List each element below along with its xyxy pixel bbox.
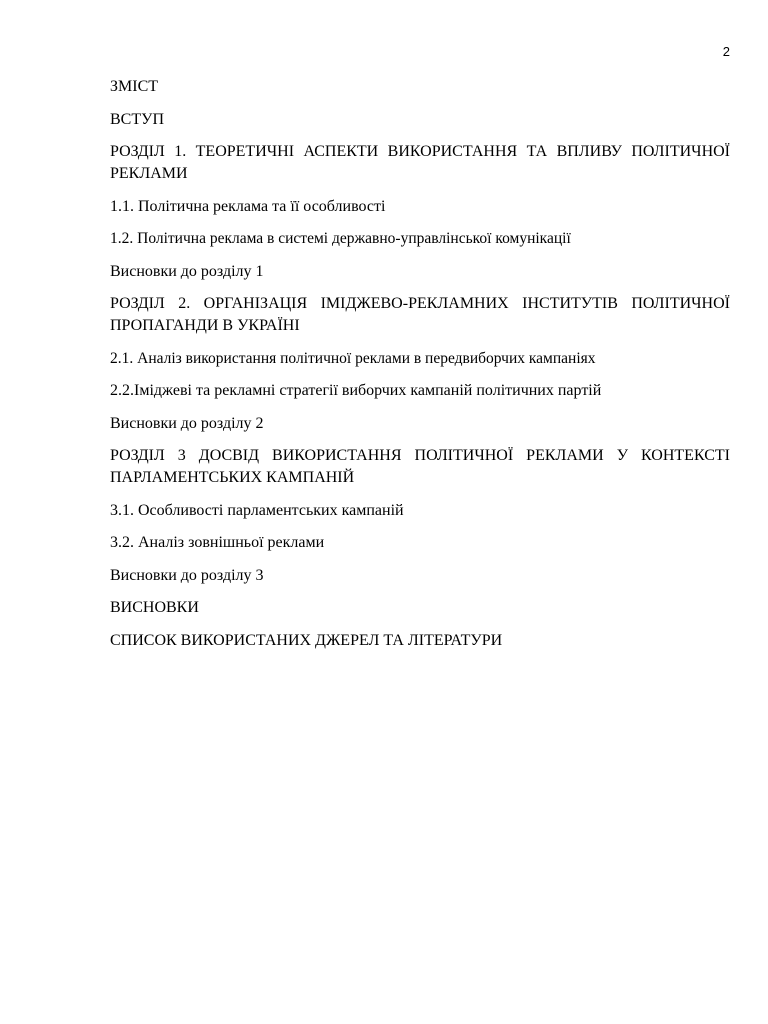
toc-entry-section-3-2: 3.2. Аналіз зовнішньої реклами — [110, 534, 325, 551]
toc-entry-conclusions-2: Висновки до розділу 2 — [110, 414, 264, 432]
toc-entry-section-2-2: 2.2.Іміджеві та рекламні стратегії виборчих кампаній політичних партій — [110, 382, 602, 399]
toc-entry-introduction: ВСТУП — [110, 110, 164, 128]
toc-entry-section-1-1: 1.1. Політична реклама та її особливості — [110, 197, 386, 215]
toc-entry-chapter-1: РОЗДІЛ 1. ТЕОРЕТИЧНІ АСПЕКТИ ВИКОРИСТАННЯ ТА ВПЛИВУ ПОЛІТИЧНОЇ РЕКЛАМИ — [110, 143, 730, 182]
toc-entry-conclusions: ВИСНОВКИ — [110, 599, 199, 616]
toc-entry-section-3-1: 3.1. Особливості парламентських кампаній — [110, 501, 404, 519]
toc-entry-conclusions-3: Висновки до розділу 3 — [110, 566, 264, 584]
toc-entry-references: СПИСОК ВИКОРИСТАНИХ ДЖЕРЕЛ ТА ЛІТЕРАТУРИ — [110, 631, 503, 649]
toc-entry-section-1-2: 1.2. Політична реклама в системі державно-управлінської комунікації — [110, 230, 571, 247]
table-of-contents — [110, 76, 730, 662]
toc-entry-conclusions-1: Висновки до розділу 1 — [110, 262, 264, 280]
toc-entry-section-2-1: 2.1. Аналіз використання політичної реклами в передвиборчих кампаніях — [110, 349, 596, 367]
page-number: 2 — [722, 44, 730, 59]
toc-title: ЗМІСТ — [110, 78, 159, 95]
toc-entry-chapter-3: РОЗДІЛ 3 ДОСВІД ВИКОРИСТАННЯ ПОЛІТИЧНОЇ РЕКЛАМИ У КОНТЕКСТІ ПАРЛАМЕНТСЬКИХ КАМПАНІЙ — [110, 447, 730, 486]
toc-entry-chapter-2: РОЗДІЛ 2. ОРГАНІЗАЦІЯ ІМІДЖЕВО-РЕКЛАМНИХ ІНСТИТУТІВ ПОЛІТИЧНОЇ ПРОПАГАНДИ В УКРАЇНІ — [110, 295, 730, 334]
